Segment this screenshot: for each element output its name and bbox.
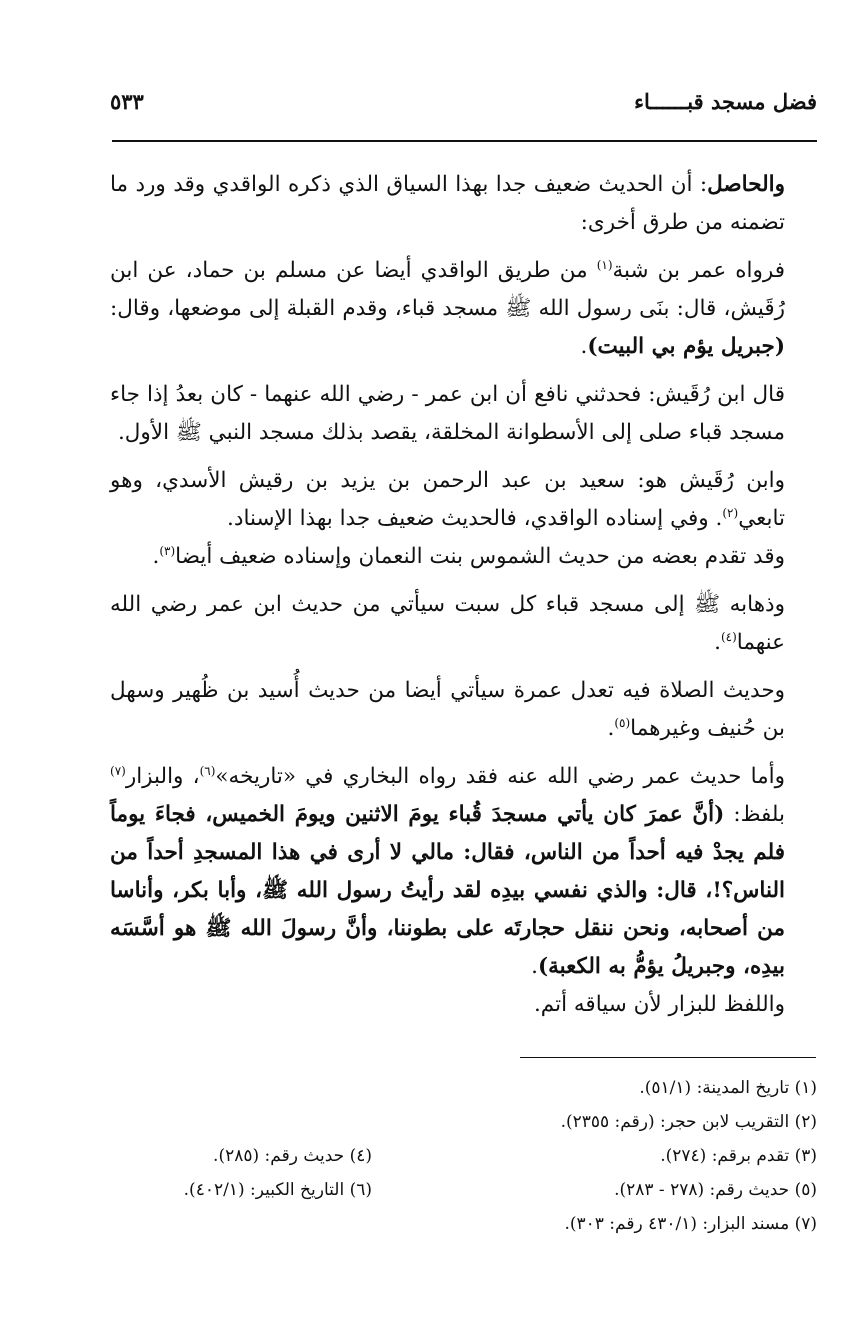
paragraph: [110, 376, 817, 452]
paragraph-text: وقد تقدم بعضه من حديث الشموس بنت النعمان وإسناده ضعيف أيضا: [175, 544, 785, 569]
paragraph: [110, 538, 817, 576]
paragraph: [110, 758, 817, 986]
footnote-4: (٤) حديث رقم: (٢٨٥).: [213, 1146, 372, 1166]
paragraph-text: وابن رُقَيش هو: سعيد بن عبد الرحمن بن يزيد بن رقيش الأسدي، وهو تابعي: [110, 468, 785, 531]
paragraph-text: .: [607, 716, 615, 741]
paragraph: [110, 166, 817, 242]
quoted-hadith: (جبريل يؤم بي البيت): [587, 334, 785, 359]
footnote-ref: (٧): [110, 763, 126, 778]
header-title: فضل مسجد قبــــــاء: [634, 88, 817, 114]
footnote-2: (٢) التقريب لابن حجر: (رقم: ٢٣٥٥).: [560, 1112, 817, 1132]
paragraph: [110, 462, 817, 538]
paragraph-text: من طريق الواقدي أيضا عن مسلم بن حماد، عن ابن رُقَيش، قال: بنَى رسول الله ﷺ مسجد قباء، وقدم القبلة إلى موضعها، وقال:: [110, 258, 785, 321]
footnote-7: (٧) مسند البزار: (٤٣٠/١ رقم: ٣٠٣).: [564, 1214, 817, 1234]
paragraph-text: واللفظ للبزار لأن سياقه أتم.: [533, 992, 785, 1017]
paragraph-text: قال ابن رُقَيش: فحدثني نافع أن ابن عمر - رضي الله عنهما - كان بعدُ إذا جاء مسجد قباء صلى إلى الأسطوانة المخلقة، يقصد بذلك مسجد النبي ﷺ الأول.: [110, 382, 785, 445]
paragraph-text: .: [714, 630, 721, 655]
paragraph-text: وأما حديث عمر رضي الله عنه فقد رواه البخاري في «تاريخه»: [215, 764, 785, 789]
paragraph-text: .: [152, 544, 160, 569]
paragraph-text: : أن الحديث ضعيف جدا بهذا السياق الذي ذكره الواقدي وقد ورد ما تضمنه من طرق أخرى:: [110, 172, 785, 235]
footnote-ref: (٥): [614, 715, 631, 730]
footnote-ref: (١): [596, 257, 613, 272]
paragraph-text: . وفي إسناده الواقدي، فالحديث ضعيف جدا بهذا الإسناد.: [227, 506, 723, 531]
lead-word: والحاصل: [707, 172, 785, 197]
paragraph: [110, 586, 817, 662]
main-text: [110, 166, 817, 1034]
running-header: [110, 86, 817, 116]
footnote-ref: (٤): [720, 629, 737, 644]
paragraph-text: وحديث الصلاة فيه تعدل عمرة سيأتي أيضا من حديث أُسيد بن ظُهير وسهل بن حُنيف وغيرهما: [110, 678, 785, 741]
paragraph: [110, 672, 817, 748]
footnote-1: (١) تاريخ المدينة: (٥١/١).: [639, 1078, 817, 1098]
footnote-ref: (٦): [199, 763, 216, 778]
footnote-ref: (٢): [722, 505, 739, 520]
paragraph: [110, 252, 817, 366]
footnote-3: (٣) تقدم برقم: (٢٧٤).: [660, 1146, 817, 1166]
paragraph-text: ، والبزار: [125, 764, 200, 789]
paragraph-text: .: [580, 334, 588, 359]
footnote-ref: (٣): [159, 543, 176, 558]
paragraph-text: وذهابه ﷺ إلى مسجد قباء كل سبت سيأتي من حديث ابن عمر رضي الله عنهما: [110, 592, 785, 655]
header-rule: [112, 140, 817, 142]
paragraph-text: .: [531, 954, 538, 979]
footnote-5: (٥) حديث رقم: (٢٧٨ - ٢٨٣).: [614, 1180, 817, 1200]
paragraph: [110, 986, 817, 1024]
footnote-separator: [520, 1057, 816, 1058]
footnote-6: (٦) التاريخ الكبير: (٤٠٢/١).: [183, 1180, 372, 1200]
quoted-hadith: (أنَّ عمرَ كان يأتي مسجدَ قُباء يومَ الاثنين ويومَ الخميس، فجاءَ يوماً فلم يجدْ فيه أحداً من الناس، فقال: مالي لا أرى في هذا المسجدِ أحداً من الناس؟!، قال: والذي نفسي بيدِه لقد رأيتُ رسول الله ﷺ، وأبا بكر، وأناسا من أصحابه، ونحن ننقل حجارتَه على بطوننا، وأنَّ رسولَ الله ﷺ هو أسَّسَه بيدِه، وجبريلُ يؤمُّ به الكعبة): [110, 802, 785, 979]
paragraph-text: فرواه عمر بن شبة: [612, 258, 786, 283]
page-number: ٥٣٣: [110, 88, 144, 114]
paragraph-text: بلفظ:: [724, 802, 785, 827]
